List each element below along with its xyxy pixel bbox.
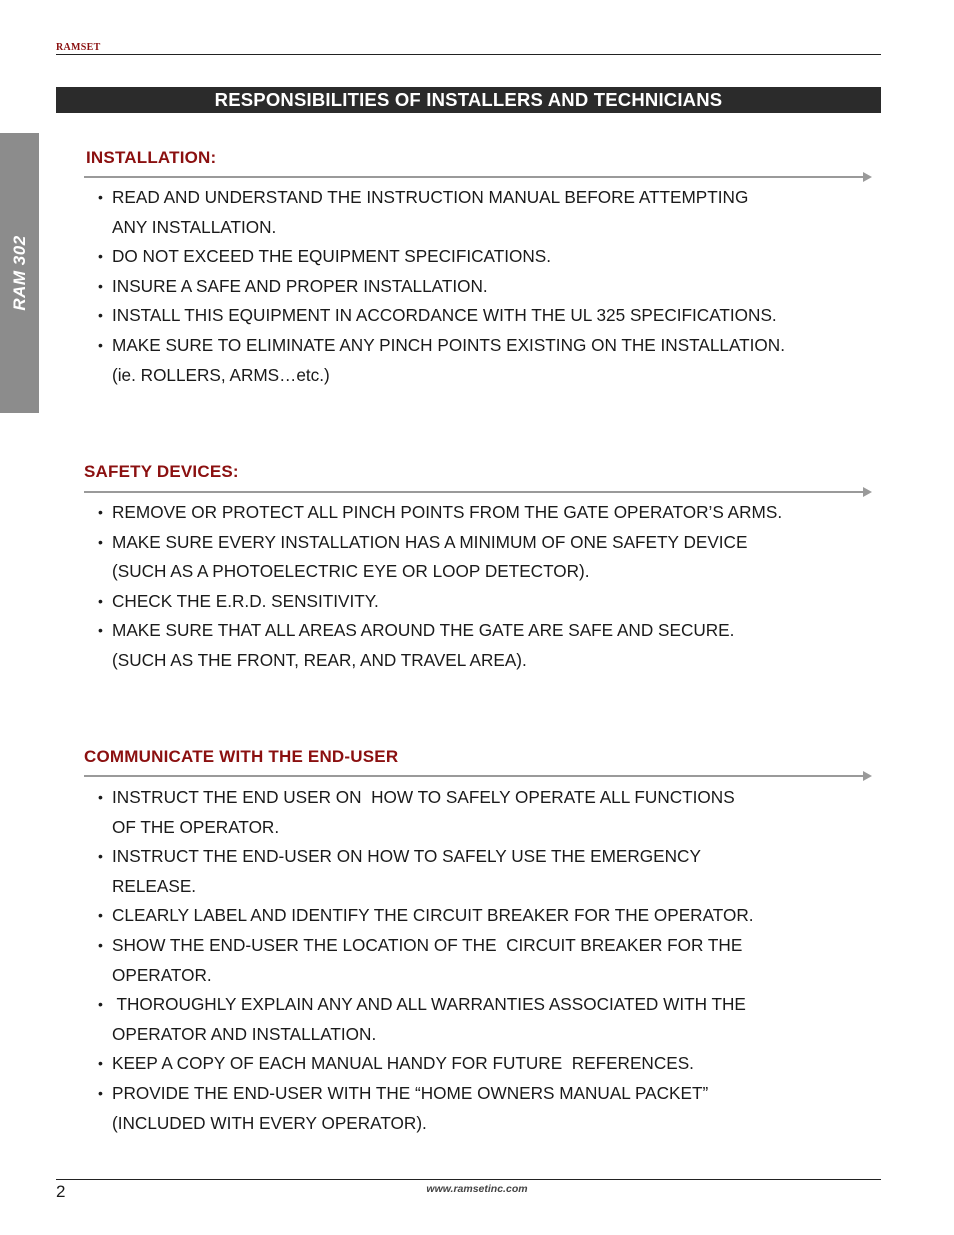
footer-url: www.ramsetinc.com <box>426 1183 528 1195</box>
list-item <box>98 783 878 813</box>
section-heading: COMMUNICATE WITH THE END-USER <box>84 747 399 766</box>
list-item-text: MAKE SURE THAT ALL AREAS AROUND THE GATE ARE SAFE AND SECURE. <box>112 620 735 641</box>
list-item <box>98 183 878 213</box>
list-item-text: CHECK THE E.R.D. SENSITIVITY. <box>112 590 379 611</box>
list-item-continuation <box>98 646 878 676</box>
list-item <box>98 272 878 302</box>
bullet-icon: • <box>98 336 103 353</box>
list-item-text: SHOW THE END-USER THE LOCATION OF THE CIRCUIT BREAKER FOR THE <box>112 934 743 955</box>
bullet-icon: • <box>98 907 103 924</box>
list-item-text: CLEARLY LABEL AND IDENTIFY THE CIRCUIT BREAKER FOR THE OPERATOR. <box>112 905 754 926</box>
list-item-text: PROVIDE THE END-USER WITH THE “HOME OWNERS MANUAL PACKET” <box>112 1082 709 1103</box>
list-item-text: KEEP A COPY OF EACH MANUAL HANDY FOR FUTURE REFERENCES. <box>112 1053 694 1074</box>
page-title: RESPONSIBILITIES OF INSTALLERS AND TECHNICIANS <box>56 87 881 113</box>
list-item-continuation <box>98 872 878 902</box>
list-item-text: (SUCH AS A PHOTOELECTRIC EYE OR LOOP DETECTOR). <box>112 561 590 582</box>
list-item <box>98 242 878 272</box>
list-item-text: MAKE SURE EVERY INSTALLATION HAS A MINIMUM OF ONE SAFETY DEVICE <box>112 531 748 552</box>
list-item-continuation <box>98 557 878 587</box>
list-item <box>98 528 878 558</box>
list-item-continuation <box>98 813 878 843</box>
list-item-text: INSTALL THIS EQUIPMENT IN ACCORDANCE WITH THE UL 325 SPECIFICATIONS. <box>112 305 777 326</box>
bullet-icon: • <box>98 189 103 205</box>
bullet-icon: • <box>98 307 103 324</box>
list-item-text: REMOVE OR PROTECT ALL PINCH POINTS FROM THE GATE OPERATOR’S ARMS. <box>112 502 783 522</box>
list-item-text: OPERATOR AND INSTALLATION. <box>112 1023 377 1044</box>
bullet-icon: • <box>98 277 103 294</box>
bullet-icon: • <box>98 533 103 550</box>
bullet-icon: • <box>98 622 103 639</box>
bullet-icon: • <box>98 592 103 609</box>
list-item-text: THOROUGHLY EXPLAIN ANY AND ALL WARRANTIES ASSOCIATED WITH THE <box>112 994 746 1015</box>
list-item-text: INSURE A SAFE AND PROPER INSTALLATION. <box>112 275 488 296</box>
list-item-text: MAKE SURE TO ELIMINATE ANY PINCH POINTS EXISTING ON THE INSTALLATION. <box>112 334 785 355</box>
side-tab-label: RAM 302 <box>9 235 29 311</box>
bullet-icon: • <box>98 848 103 865</box>
bullet-icon: • <box>98 504 103 520</box>
list-item-continuation <box>98 213 878 243</box>
section-list <box>98 783 878 1138</box>
list-item-text: RELEASE. <box>112 875 197 896</box>
footer-divider <box>56 1179 881 1180</box>
list-item-text: (ie. ROLLERS, ARMS…etc.) <box>112 364 330 385</box>
arrow-divider <box>84 172 872 182</box>
list-item-continuation <box>98 961 878 991</box>
section-list <box>98 183 878 390</box>
header-divider <box>56 54 881 55</box>
list-item <box>98 587 878 617</box>
bullet-icon: • <box>98 789 103 805</box>
list-item-text: OPERATOR. <box>112 964 212 985</box>
bullet-icon: • <box>98 1084 103 1101</box>
list-item-continuation <box>98 361 878 391</box>
list-item <box>98 1079 878 1109</box>
bullet-icon: • <box>98 936 103 953</box>
section-heading: INSTALLATION: <box>86 148 217 167</box>
list-item <box>98 842 878 872</box>
arrow-divider <box>84 771 872 781</box>
page-number: 2 <box>56 1182 66 1201</box>
list-item <box>98 331 878 361</box>
list-item <box>98 901 878 931</box>
list-item-text: (SUCH AS THE FRONT, REAR, AND TRAVEL AREA). <box>112 649 527 670</box>
list-item-text: (INCLUDED WITH EVERY OPERATOR). <box>112 1112 427 1133</box>
section-heading: SAFETY DEVICES: <box>84 462 239 481</box>
list-item <box>98 498 878 528</box>
list-item-text: ANY INSTALLATION. <box>112 216 277 237</box>
section-list <box>98 498 878 676</box>
list-item <box>98 990 878 1020</box>
list-item-text: DO NOT EXCEED THE EQUIPMENT SPECIFICATIONS. <box>112 246 551 267</box>
list-item-text: READ AND UNDERSTAND THE INSTRUCTION MANUAL BEFORE ATTEMPTING <box>112 187 749 207</box>
list-item <box>98 931 878 961</box>
list-item <box>98 1049 878 1079</box>
list-item-text: OF THE OPERATOR. <box>112 816 280 837</box>
list-item-continuation <box>98 1020 878 1050</box>
list-item-continuation <box>98 1109 878 1139</box>
bullet-icon: • <box>98 996 103 1013</box>
list-item-text: INSTRUCT THE END USER ON HOW TO SAFELY OPERATE ALL FUNCTIONS <box>112 787 735 807</box>
side-tab <box>0 133 39 413</box>
brand-logo-text: RAMSET <box>56 42 101 53</box>
arrow-divider <box>84 487 872 497</box>
list-item <box>98 301 878 331</box>
bullet-icon: • <box>98 248 103 265</box>
list-item <box>98 616 878 646</box>
list-item-text: INSTRUCT THE END-USER ON HOW TO SAFELY USE THE EMERGENCY <box>112 846 701 867</box>
bullet-icon: • <box>98 1055 103 1072</box>
